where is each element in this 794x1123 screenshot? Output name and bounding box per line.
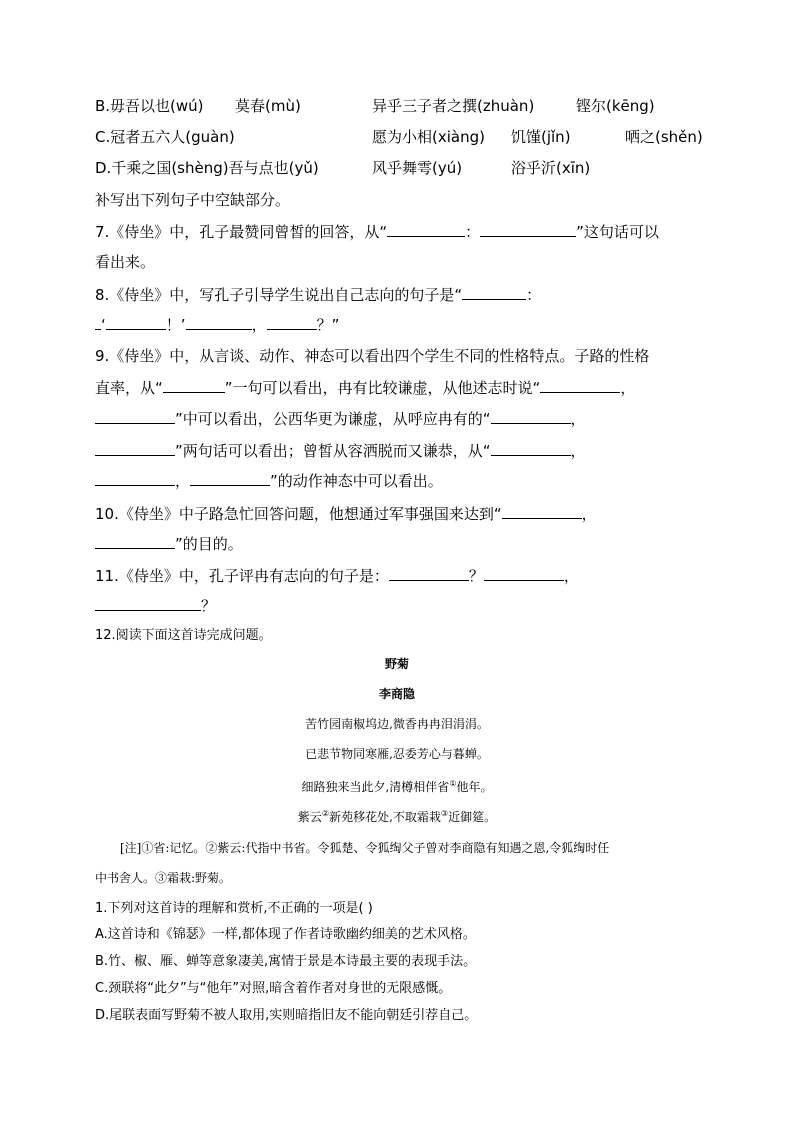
q9-text-5b: ”的动作神态中可以看出。 — [270, 472, 443, 490]
q11-text-a: 11.《侍坐》中，孔子评冉有志向的句子是： — [95, 567, 389, 585]
question-11-line-2 — [95, 595, 216, 616]
q9-text-3b: ， — [570, 410, 586, 428]
q9-blank-5[interactable] — [95, 440, 175, 456]
question-12-heading: 12.阅读下面这首诗完成问题。 — [95, 628, 272, 643]
question-9-line-3 — [95, 408, 586, 429]
mc-option-c[interactable]: C.颈联将“此夕”与“他年”对照,暗含着作者对身世的无限感慨。 — [95, 981, 452, 996]
q11-text-c: ， — [563, 567, 579, 585]
question-7-line-2: 看出来。 — [95, 253, 156, 271]
poem-title: 野菊 — [384, 657, 409, 671]
q8-text-a: 8.《侍坐》中，写孔子引导学生说出自己志向的句子是“ — [95, 286, 463, 304]
question-10-line-2 — [95, 533, 243, 554]
q9-text-4a: ”两句话可以看出；曾皙从容洒脱而又谦恭，从“ — [175, 442, 491, 460]
mc-question-stem: 1.下列对这首诗的理解和赏析,不正确的一项是( ) — [95, 901, 373, 916]
q8-blank-3[interactable] — [186, 314, 252, 330]
question-9-line-1: 9.《侍坐》中，从言谈、动作、神态可以看出四个学生不同的性格特点。子路的性格 — [95, 347, 650, 365]
question-11-line-1 — [95, 565, 579, 586]
q8-text-b: ： — [526, 286, 542, 304]
q11-blank-2[interactable] — [484, 565, 564, 581]
q7-text-a: 7.《侍坐》中，孔子最赞同曾皙的回答，从“ — [95, 223, 388, 241]
option-d-item-2: 风乎舞雩(yú) — [372, 159, 463, 177]
q8-blank-4[interactable] — [267, 314, 317, 330]
option-b-item-4: 铿尔(kēng) — [576, 97, 655, 115]
q11-text-d: ？ — [201, 597, 217, 615]
mc-option-b[interactable]: B.竹、椒、雁、蝉等意象凄美,寓情于景是本诗最主要的表现手法。 — [95, 954, 477, 969]
poem-line-4-b: 新苑移花处,不取霜栽 — [329, 810, 441, 824]
q7-blank-2[interactable] — [480, 221, 576, 237]
poem-line-3-b: 他年。 — [456, 780, 493, 794]
q9-blank-7[interactable] — [95, 470, 175, 486]
option-d-item-1: D.千乘之国(shèng)吾与点也(yǔ) — [95, 159, 319, 177]
q9-blank-2[interactable] — [540, 377, 620, 393]
mc-option-a[interactable]: A.这首诗和《锦瑟》一样,都体现了作者诗歌幽约细美的艺术风格。 — [95, 927, 476, 942]
poem-line-2: 已悲节物同寒雁,忍委芳心与暮蝉。 — [305, 747, 489, 761]
poem-line-3-a: 细路独来当此夕,清樽相伴省 — [301, 780, 450, 794]
option-b-item-3: 异乎三子者之撰(zhuàn) — [372, 97, 535, 115]
q10-blank-1[interactable] — [502, 503, 582, 519]
poem-author: 李商隐 — [378, 687, 415, 701]
question-9-line-2 — [95, 377, 635, 398]
q9-text-3a: ”中可以看出，公西华更为谦虚，从呼应冉有的“ — [175, 410, 491, 428]
q8-blank-1[interactable] — [462, 284, 526, 300]
q8-text-c4: ？” — [316, 316, 340, 334]
q9-text-2b: ”一句可以看出，冉有比较谦虚，从他述志时说“ — [224, 379, 541, 397]
poem-line-4-a: 紫云 — [297, 810, 322, 824]
q7-sep: ： — [465, 223, 481, 241]
q8-text-c3: ， — [251, 316, 267, 334]
poem-footnote-mark-3: ③ — [440, 809, 449, 818]
q8-blank-2[interactable] — [106, 314, 166, 330]
question-10-line-1 — [95, 503, 597, 524]
q11-blank-3[interactable] — [95, 595, 201, 611]
poem-line-4 — [0, 806, 794, 825]
poem-footnote-mark-1: ① — [449, 779, 457, 788]
q9-blank-3[interactable] — [95, 408, 175, 424]
q10-text-a: 10.《侍坐》中子路急忙回答问题，他想通过军事强国来达到“ — [95, 505, 502, 523]
q7-text-b: ”这句话可以 — [576, 223, 659, 241]
fill-in-intro: 补写出下列句子中空缺部分。 — [95, 191, 291, 209]
q7-blank-1[interactable] — [387, 221, 465, 237]
option-c-item-1: C.冠者五六人(guàn) — [95, 128, 235, 146]
question-8-line-2 — [95, 314, 339, 335]
q9-blank-4[interactable] — [491, 408, 571, 424]
option-c-item-2: 愿为小相(xiàng) — [372, 128, 485, 146]
q10-text-b: ， — [581, 505, 597, 523]
poem-note-line-2: 中书舍人。③霜栽:野菊。 — [95, 871, 232, 885]
poem-line-1: 苦竹园南椒坞边,微香冉冉泪涓涓。 — [305, 717, 489, 731]
q11-blank-1[interactable] — [389, 565, 469, 581]
option-c-item-3: 饥馑(jǐn) — [511, 128, 571, 146]
q9-blank-8[interactable] — [190, 470, 270, 486]
poem-line-4-c: 近御筵。 — [448, 810, 497, 824]
option-d-item-3: 浴乎沂(xīn) — [511, 159, 591, 177]
question-7-line-1 — [95, 221, 659, 242]
q9-blank-1[interactable] — [163, 377, 225, 393]
option-c-item-4: 哂之(shěn) — [625, 128, 703, 146]
question-9-line-5 — [95, 470, 443, 491]
option-b-item-1: B.毋吾以也(wú) — [95, 97, 204, 115]
question-8-line-1 — [95, 284, 541, 305]
q10-blank-2[interactable] — [95, 533, 175, 549]
q9-text-5a: ， — [175, 472, 191, 490]
poem-note-line-1: [注]①省:记忆。②紫云:代指中书省。令狐楚、令狐绹父子曾对李商隐有知遇之恩,令狐绹时任 — [120, 841, 610, 855]
poem-line-3 — [0, 776, 794, 795]
q8-text-c2: ！’ — [165, 316, 186, 334]
q10-text-c: ”的目的。 — [175, 535, 243, 553]
q9-blank-6[interactable] — [491, 440, 571, 456]
q9-text-2a: 直率，从“ — [95, 379, 163, 397]
q9-text-4b: ， — [570, 442, 586, 460]
q8-quote-open: ‘ — [101, 316, 106, 334]
mc-option-d[interactable]: D.尾联表面写野菊不被人取用,实则暗指旧友不能向朝廷引荐自己。 — [95, 1008, 478, 1023]
poem-footnote-mark-2: ② — [321, 809, 330, 818]
q11-text-b: ？ — [468, 567, 484, 585]
option-b-item-2: 莫春(mù) — [235, 97, 301, 115]
question-9-line-4 — [95, 440, 586, 461]
q9-text-2c: ， — [620, 379, 636, 397]
